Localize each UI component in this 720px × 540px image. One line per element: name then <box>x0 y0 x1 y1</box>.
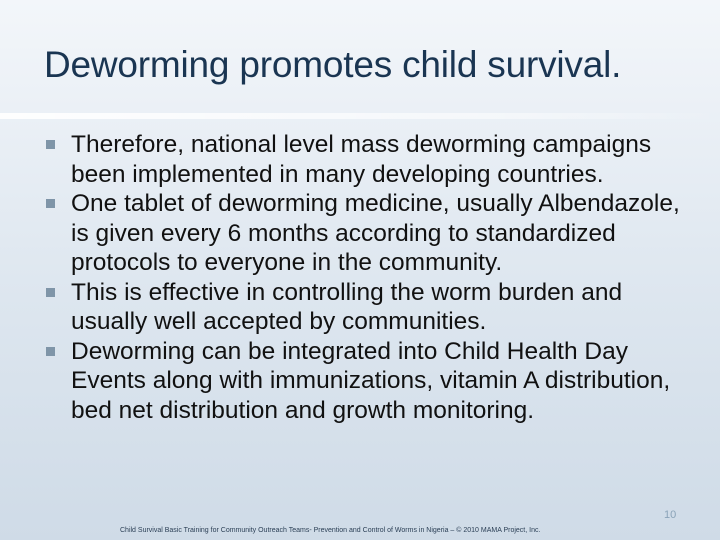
bullet-text: Therefore, national level mass deworming campaigns been implemented in many developing countries. <box>71 131 652 188</box>
square-bullet-icon <box>46 199 55 208</box>
square-bullet-icon <box>46 347 55 356</box>
bullet-text: This is effective in controlling the worm burden and usually well accepted by communities. <box>71 278 623 335</box>
bullet-item <box>40 130 690 189</box>
bullet-list <box>40 130 690 425</box>
bullet-text: One tablet of deworming medicine, usually Albendazole, is given every 6 months according to standardized protocols to everyone in the community. <box>71 190 680 276</box>
square-bullet-icon <box>46 140 55 149</box>
bullet-item <box>40 337 690 426</box>
bullet-text: Deworming can be integrated into Child Health Day Events along with immunizations, vitamin A distribution, bed net distribution and growth monitoring. <box>71 337 671 424</box>
slide-footer: Child Survival Basic Training for Community Outreach Teams- Prevention and Control of Worms in Nigeria – © 2010 MAMA Project, Inc. <box>120 527 541 534</box>
page-number: 10 <box>664 509 677 521</box>
title-divider <box>0 113 720 119</box>
square-bullet-icon <box>46 288 55 297</box>
bullet-item <box>40 189 690 278</box>
slide-title: Deworming promotes child survival. <box>44 44 622 85</box>
bullet-item <box>40 278 690 337</box>
